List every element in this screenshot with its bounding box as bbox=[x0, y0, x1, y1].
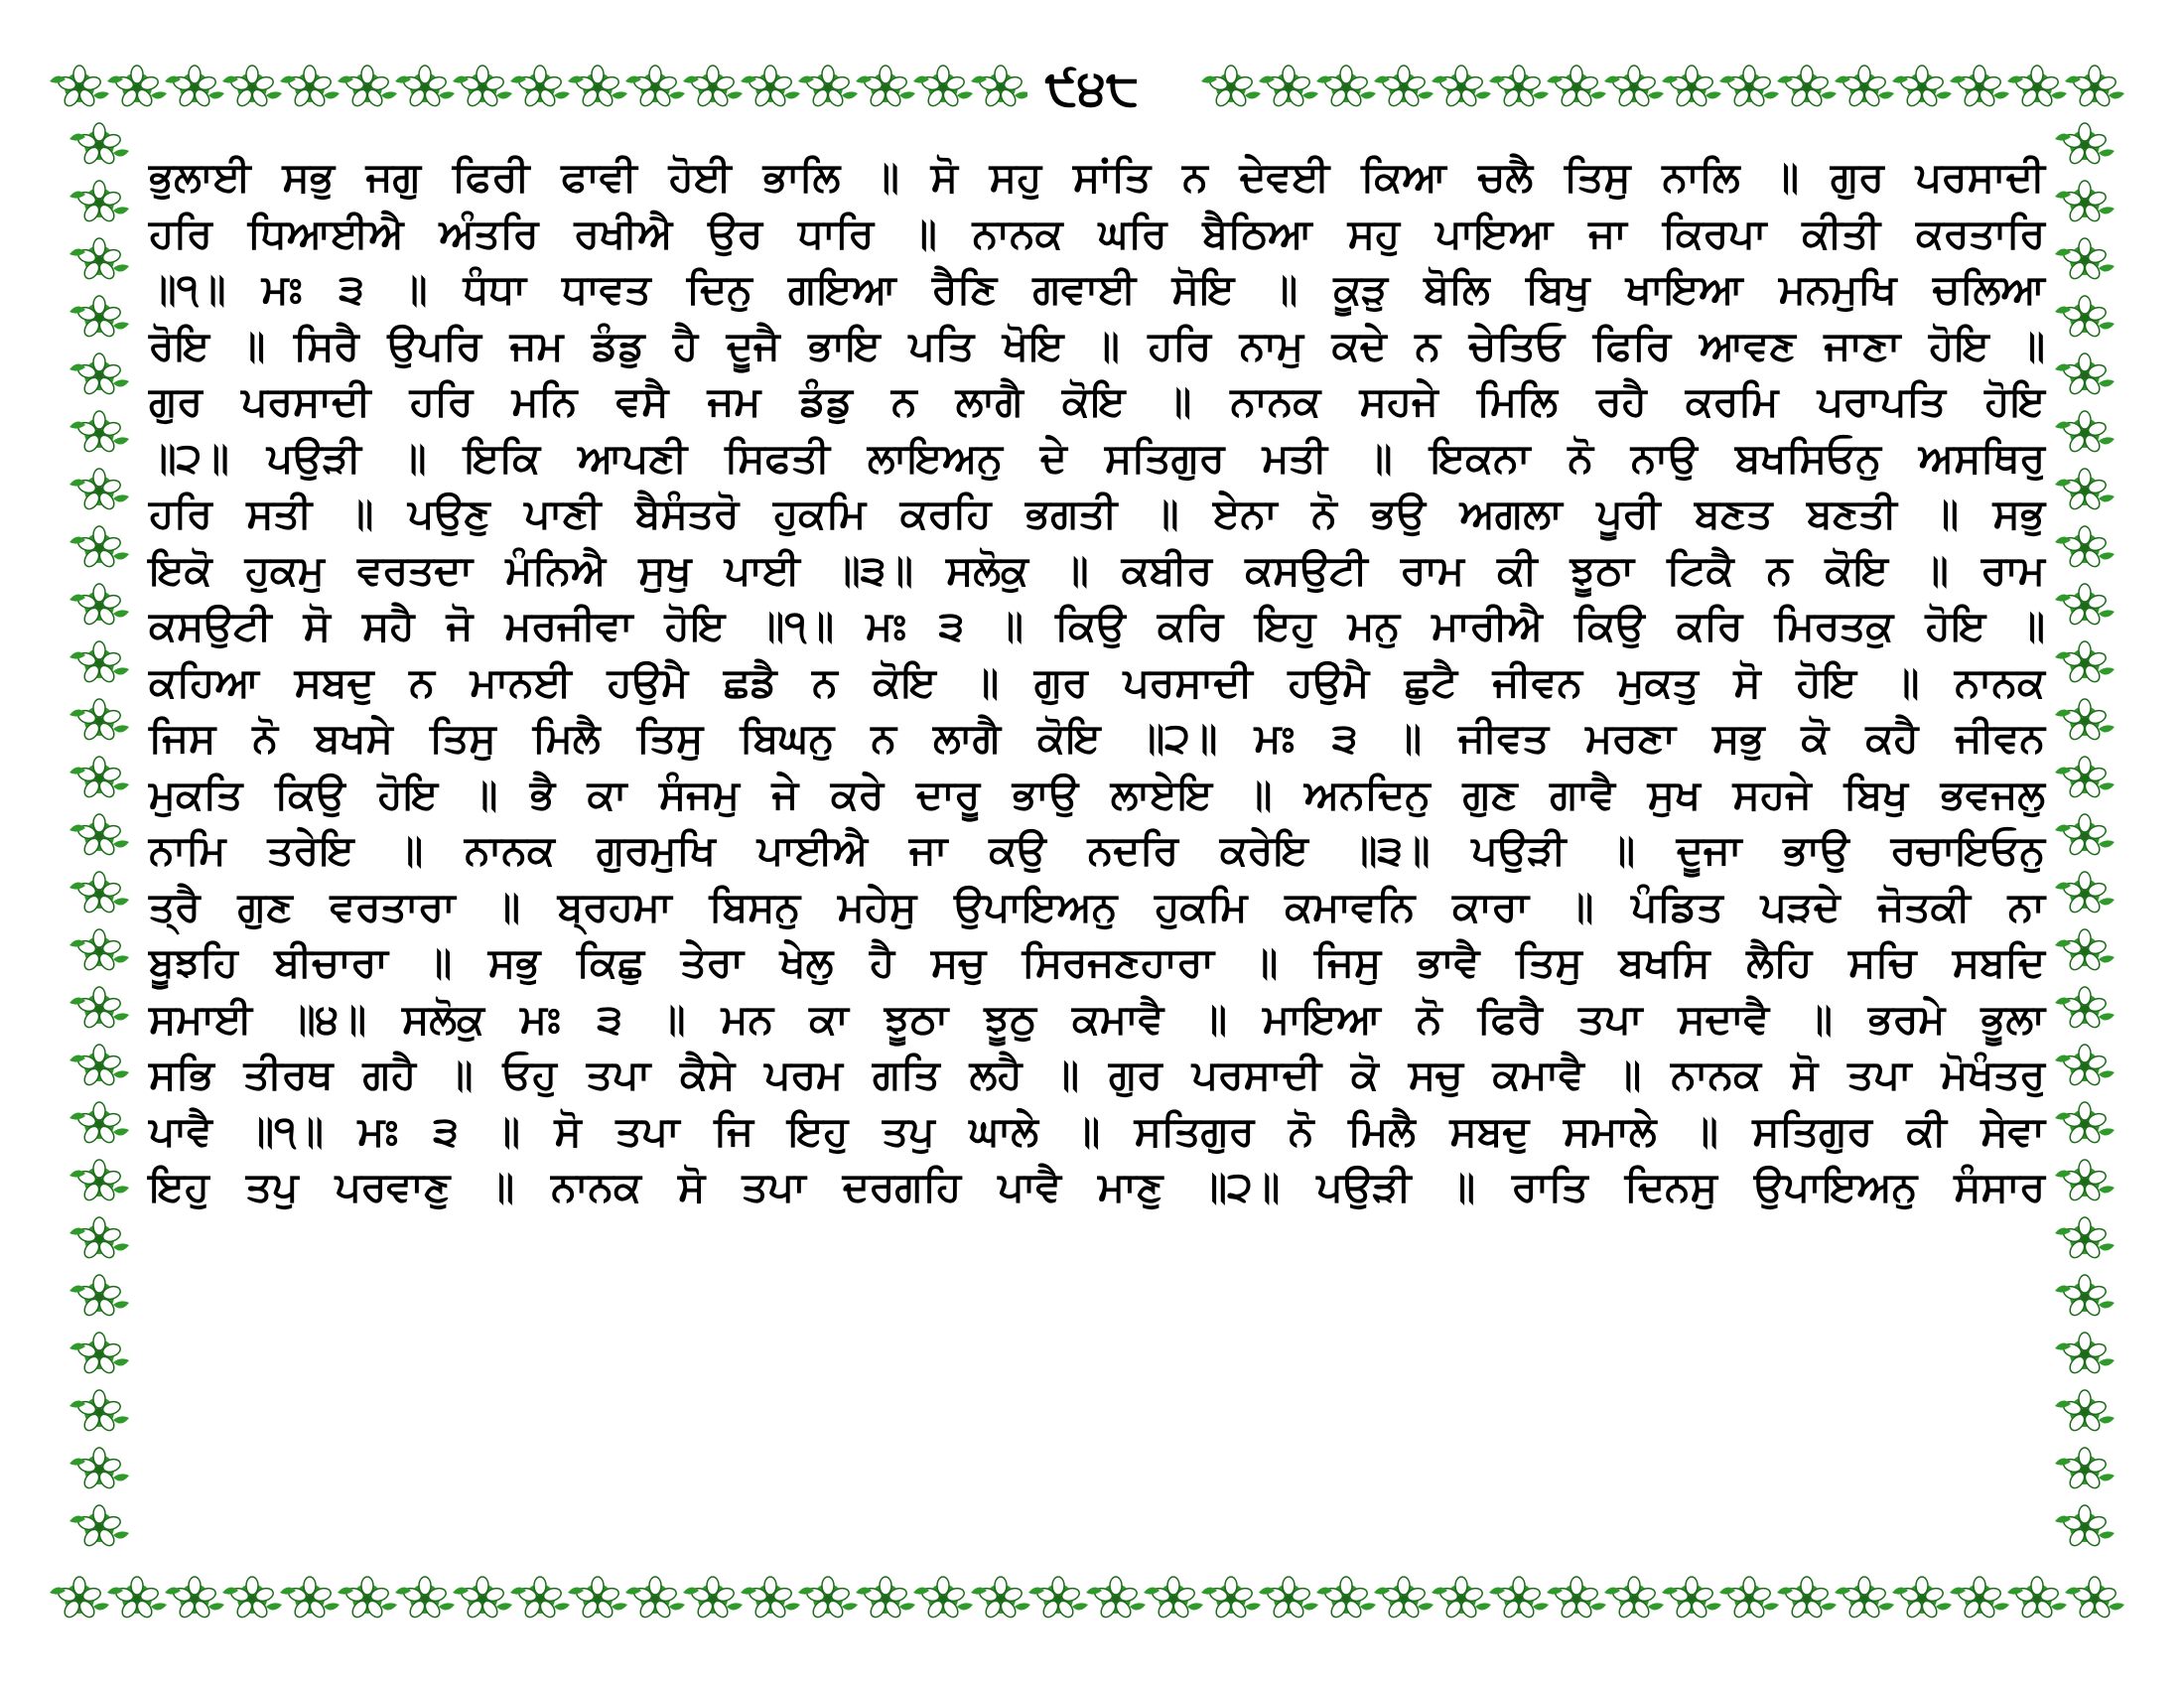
flower-vine-icon bbox=[1028, 1577, 1088, 1619]
flower-vine-icon bbox=[69, 296, 129, 339]
flower-vine-icon bbox=[69, 987, 129, 1030]
border-right bbox=[2055, 123, 2115, 1548]
flower-vine-icon bbox=[2055, 1390, 2115, 1433]
text-line: ॥੨॥ ਪਉੜੀ ॥ ਇਕਿ ਆਪਣੀ ਸਿਫਤੀ ਲਾਇਅਨੁ ਦੇ ਸਤਿਗੁਰ ਮਤੀ ॥ ਇਕਨਾ ਨੋ ਨਾਉ ਬਖਸਿਓਨੁ ਅਸਥਿਰੁ bbox=[149, 433, 2045, 482]
flower-vine-icon bbox=[1201, 1577, 1261, 1619]
flower-vine-icon bbox=[69, 1505, 129, 1548]
flower-vine-icon bbox=[1835, 1577, 1894, 1619]
flower-vine-icon bbox=[2055, 757, 2115, 799]
flower-vine-icon bbox=[2055, 699, 2115, 742]
flower-vine-icon bbox=[1604, 1577, 1664, 1619]
flower-vine-icon bbox=[69, 584, 129, 627]
flower-vine-icon bbox=[2055, 929, 2115, 972]
flower-vine-icon bbox=[2065, 1577, 2124, 1619]
flower-vine-icon bbox=[1432, 1577, 1491, 1619]
text-line: ॥੧॥ ਮਃ ੩ ॥ ਧੰਧਾ ਧਾਵਤ ਦਿਨੁ ਗਇਆ ਰੈਣਿ ਗਵਾਈ ਸੋਇ ॥ ਕੂੜੁ ਬੋਲਿ ਬਿਖੁ ਖਾਇਆ ਮਨਮੁਖਿ ਚਲਿਆ bbox=[149, 265, 2045, 313]
text-line: ਗੁਰ ਪਰਸਾਦੀ ਹਰਿ ਮਨਿ ਵਸੈ ਜਮ ਡੰਡੁ ਨ ਲਾਗੈ ਕੋਇ ॥ ਨਾਨਕ ਸਹਜੇ ਮਿਲਿ ਰਹੈ ਕਰਮਿ ਪਰਾਪਤਿ ਹੋਇ bbox=[149, 377, 2045, 425]
flower-vine-icon bbox=[1489, 1577, 1549, 1619]
flower-vine-icon bbox=[69, 1275, 129, 1318]
flower-vine-icon bbox=[1259, 1577, 1318, 1619]
flower-vine-icon bbox=[69, 929, 129, 972]
text-line: ਨਾਮਿ ਤਰੇਇ ॥ ਨਾਨਕ ਗੁਰਮੁਖਿ ਪਾਈਐ ਜਾ ਕਉ ਨਦਰਿ ਕਰੇਇ ॥੩॥ ਪਉੜੀ ॥ ਦੂਜਾ ਭਾਉ ਰਚਾਇਓਨੁ bbox=[149, 826, 2045, 874]
flower-vine-icon bbox=[1662, 1577, 1721, 1619]
flower-vine-icon bbox=[625, 1577, 685, 1619]
flower-vine-icon bbox=[568, 1577, 627, 1619]
flower-vine-icon bbox=[1086, 1577, 1146, 1619]
flower-vine-icon bbox=[913, 1577, 973, 1619]
flower-vine-icon bbox=[2055, 353, 2115, 396]
flower-vine-icon bbox=[280, 1577, 340, 1619]
flower-vine-icon bbox=[1547, 1577, 1606, 1619]
flower-vine-icon bbox=[2007, 1577, 2067, 1619]
flower-vine-icon bbox=[69, 1045, 129, 1087]
flower-vine-icon bbox=[2055, 1448, 2115, 1490]
text-line: ਕਹਿਆ ਸਬਦੁ ਨ ਮਾਨਈ ਹਉਮੈ ਛਡੈ ਨ ਕੋਇ ॥ ਗੁਰ ਪਰਸਾਦੀ ਹਉਮੈ ਛੁਟੈ ਜੀਵਨ ਮੁਕਤੁ ਸੋ ਹੋਇ ॥ ਨਾਨਕ bbox=[149, 657, 2045, 706]
flower-vine-icon bbox=[69, 1333, 129, 1375]
flower-vine-icon bbox=[2055, 872, 2115, 914]
flower-vine-icon bbox=[69, 872, 129, 914]
text-line: ਹਰਿ ਸਤੀ ॥ ਪਉਣੁ ਪਾਣੀ ਬੈਸੰਤਰੋ ਹੁਕਮਿ ਕਰਹਿ ਭਗਤੀ ॥ ਏਨਾ ਨੋ ਭਉ ਅਗਲਾ ਪੂਰੀ ਬਣਤ ਬਣਤੀ ॥ ਸਭੁ bbox=[149, 490, 2045, 537]
flower-vine-icon bbox=[69, 757, 129, 799]
flower-vine-icon bbox=[1950, 1577, 2009, 1619]
flower-vine-icon bbox=[2055, 641, 2115, 684]
flower-vine-icon bbox=[69, 641, 129, 684]
flower-vine-icon bbox=[856, 1577, 915, 1619]
flower-vine-icon bbox=[69, 1102, 129, 1145]
flower-vine-icon bbox=[1777, 1577, 1837, 1619]
text-line: ਇਹੁ ਤਪੁ ਪਰਵਾਣੁ ॥ ਨਾਨਕ ਸੋ ਤਪਾ ਦਰਗਹਿ ਪਾਵੈ ਮਾਣੁ ॥੨॥ ਪਉੜੀ ॥ ਰਾਤਿ ਦਿਨਸੁ ਉਪਾਇਅਨੁ ਸੰਸਾਰ bbox=[149, 1163, 2045, 1210]
flower-vine-icon bbox=[1892, 1577, 1952, 1619]
flower-vine-icon bbox=[69, 353, 129, 396]
flower-vine-icon bbox=[395, 1577, 455, 1619]
text-line: ਸਭਿ ਤੀਰਥ ਗਹੈ ॥ ਓਹੁ ਤਪਾ ਕੈਸੇ ਪਰਮ ਗਤਿ ਲਹੈ ॥ ਗੁਰ ਪਰਸਾਦੀ ਕੋ ਸਚੁ ਕਮਾਵੈ ॥ ਨਾਨਕ ਸੋ ਤਪਾ ਮੋਖੰਤਰੁ bbox=[149, 1051, 2045, 1098]
flower-vine-icon bbox=[2055, 1160, 2115, 1202]
text-line: ਜਿਸ ਨੋ ਬਖਸੇ ਤਿਸੁ ਮਿਲੈ ਤਿਸੁ ਬਿਘਨੁ ਨ ਲਾਗੈ ਕੋਇ ॥੨॥ ਮਃ ੩ ॥ ਜੀਵਤ ਮਰਣਾ ਸਭੁ ਕੋ ਕਹੈ ਜੀਵਨ bbox=[149, 714, 2045, 762]
text-line: ਕਸਉਟੀ ਸੋ ਸਹੈ ਜੋ ਮਰਜੀਵਾ ਹੋਇ ॥੧॥ ਮਃ ੩ ॥ ਕਿਉ ਕਰਿ ਇਹੁ ਮਨੁ ਮਾਰੀਐ ਕਿਉ ਕਰਿ ਮਿਰਤਕੁ ਹੋਇ ॥ bbox=[149, 602, 2045, 649]
flower-vine-icon bbox=[69, 1390, 129, 1433]
text-line: ਭੁਲਾਈ ਸਭੁ ਜਗੁ ਫਿਰੀ ਫਾਵੀ ਹੋਈ ਭਾਲਿ ॥ ਸੋ ਸਹੁ ਸਾਂਤਿ ਨ ਦੇਵਈ ਕਿਆ ਚਲੈ ਤਿਸੁ ਨਾਲਿ ॥ ਗੁਰ ਪਰਸਾਦੀ bbox=[149, 153, 2045, 201]
text-line: ਬੂਝਹਿ ਬੀਚਾਰਾ ॥ ਸਭੁ ਕਿਛੁ ਤੇਰਾ ਖੇਲੁ ਹੈ ਸਚੁ ਸਿਰਜਣਹਾਰਾ ॥ ਜਿਸੁ ਭਾਵੈ ਤਿਸੁ ਬਖਸਿ ਲੈਹਿ ਸਚਿ ਸਬਦਿ bbox=[149, 938, 2045, 986]
text-line: ਸਮਾਈ ॥੪॥ ਸਲੋਕੁ ਮਃ ੩ ॥ ਮਨ ਕਾ ਝੂਠਾ ਝੂਠੁ ਕਮਾਵੈ ॥ ਮਾਇਆ ਨੋ ਫਿਰੈ ਤਪਾ ਸਦਾਵੈ ॥ ਭਰਮੇ ਭੂਲਾ bbox=[149, 994, 2045, 1043]
flower-vine-icon bbox=[1719, 1577, 1779, 1619]
flower-vine-icon bbox=[69, 699, 129, 742]
flower-vine-icon bbox=[2055, 526, 2115, 569]
page-number: ੯੪੮ bbox=[1027, 58, 1158, 117]
flower-vine-icon bbox=[69, 1217, 129, 1260]
border-bottom bbox=[50, 1577, 2124, 1619]
flower-vine-icon bbox=[69, 1448, 129, 1490]
text-line: ਹਰਿ ਧਿਆਈਐ ਅੰਤਰਿ ਰਖੀਐ ਉਰ ਧਾਰਿ ॥ ਨਾਨਕ ਘਰਿ ਬੈਠਿਆ ਸਹੁ ਪਾਇਆ ਜਾ ਕਿਰਪਾ ਕੀਤੀ ਕਰਤਾਰਿ bbox=[149, 209, 2045, 257]
flower-vine-icon bbox=[69, 411, 129, 454]
flower-vine-icon bbox=[69, 526, 129, 569]
flower-vine-icon bbox=[107, 1577, 167, 1619]
flower-vine-icon bbox=[2055, 814, 2115, 857]
text-line: ਰੋਇ ॥ ਸਿਰੈ ਉਪਰਿ ਜਮ ਡੰਡੁ ਹੈ ਦੂਜੈ ਭਾਇ ਪਤਿ ਖੋਇ ॥ ਹਰਿ ਨਾਮੁ ਕਦੇ ਨ ਚੇਤਿਓ ਫਿਰਿ ਆਵਣ ਜਾਣਾ ਹੋਇ ॥ bbox=[149, 321, 2045, 369]
flower-vine-icon bbox=[2055, 1333, 2115, 1375]
flower-vine-icon bbox=[1144, 1577, 1203, 1619]
flower-vine-icon bbox=[338, 1577, 397, 1619]
flower-vine-icon bbox=[2055, 296, 2115, 339]
flower-vine-icon bbox=[222, 1577, 282, 1619]
flower-vine-icon bbox=[2055, 181, 2115, 223]
text-line: ਮੁਕਤਿ ਕਿਉ ਹੋਇ ॥ ਭੈ ਕਾ ਸੰਜਮੁ ਜੇ ਕਰੇ ਦਾਰੂ ਭਾਉ ਲਾਏਇ ॥ ਅਨਦਿਨੁ ਗੁਣ ਗਾਵੈ ਸੁਖ ਸਹਜੇ ਬਿਖੁ ਭਵਜਲੁ bbox=[149, 770, 2045, 818]
flower-vine-icon bbox=[69, 1160, 129, 1202]
flower-vine-icon bbox=[798, 1577, 858, 1619]
flower-vine-icon bbox=[2055, 584, 2115, 627]
flower-vine-icon bbox=[2055, 469, 2115, 511]
border-left bbox=[69, 123, 129, 1548]
flower-vine-icon bbox=[69, 181, 129, 223]
flower-vine-icon bbox=[971, 1577, 1030, 1619]
text-line: ਤ੍ਰੈ ਗੁਣ ਵਰਤਾਰਾ ॥ ਬ੍ਰਹਮਾ ਬਿਸਨੁ ਮਹੇਸੁ ਉਪਾਇਅਨੁ ਹੁਕਮਿ ਕਮਾਵਨਿ ਕਾਰਾ ॥ ਪੰਡਿਤ ਪੜਦੇ ਜੋਤਕੀ ਨਾ bbox=[149, 882, 2045, 930]
flower-vine-icon bbox=[683, 1577, 743, 1619]
flower-vine-icon bbox=[2055, 411, 2115, 454]
flower-vine-icon bbox=[2055, 123, 2115, 166]
text-line: ਇਕੋ ਹੁਕਮੁ ਵਰਤਦਾ ਮੰਨਿਐ ਸੁਖੁ ਪਾਈ ॥੩॥ ਸਲੋਕੁ ॥ ਕਬੀਰ ਕਸਉਟੀ ਰਾਮ ਕੀ ਝੂਠਾ ਟਿਕੈ ਨ ਕੋਇ ॥ ਰਾਮ bbox=[149, 545, 2045, 594]
flower-vine-icon bbox=[69, 469, 129, 511]
text-line: ਪਾਵੈ ॥੧॥ ਮਃ ੩ ॥ ਸੋ ਤਪਾ ਜਿ ਇਹੁ ਤਪੁ ਘਾਲੇ ॥ ਸਤਿਗੁਰ ਨੋ ਮਿਲੈ ਸਬਦੁ ਸਮਾਲੇ ॥ ਸਤਿਗੁਰ ਕੀ ਸੇਵਾ bbox=[149, 1106, 2045, 1155]
flower-vine-icon bbox=[2055, 238, 2115, 281]
flower-vine-icon bbox=[50, 1577, 109, 1619]
flower-vine-icon bbox=[69, 123, 129, 166]
flower-vine-icon bbox=[69, 238, 129, 281]
flower-vine-icon bbox=[165, 1577, 224, 1619]
flower-vine-icon bbox=[2055, 1045, 2115, 1087]
flower-vine-icon bbox=[2055, 1102, 2115, 1145]
scripture-text bbox=[149, 149, 2045, 1215]
flower-vine-icon bbox=[453, 1577, 512, 1619]
flower-vine-icon bbox=[1374, 1577, 1433, 1619]
flower-vine-icon bbox=[1316, 1577, 1376, 1619]
flower-vine-icon bbox=[741, 1577, 800, 1619]
flower-vine-icon bbox=[69, 814, 129, 857]
flower-vine-icon bbox=[2055, 1505, 2115, 1548]
flower-vine-icon bbox=[2055, 987, 2115, 1030]
flower-vine-icon bbox=[510, 1577, 570, 1619]
page-header bbox=[0, 58, 2184, 117]
flower-vine-icon bbox=[2055, 1275, 2115, 1318]
flower-vine-icon bbox=[2055, 1217, 2115, 1260]
